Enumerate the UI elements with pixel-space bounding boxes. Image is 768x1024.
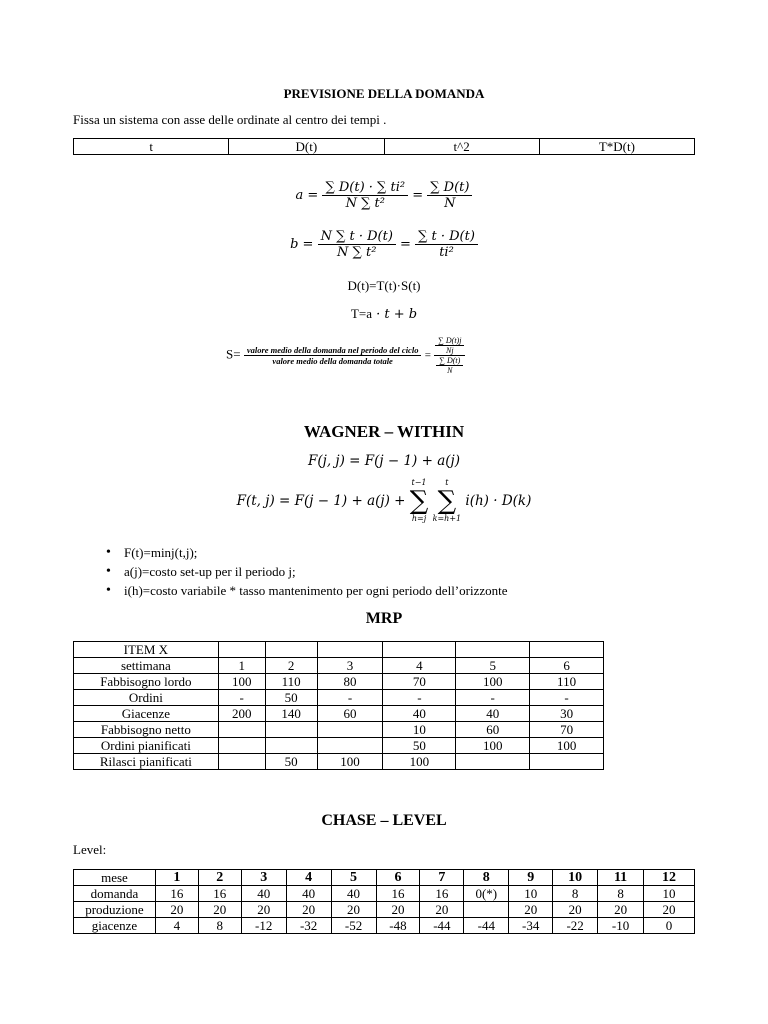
mrp-row-label: Fabbisogno netto — [74, 722, 219, 738]
chase-row-cell: 20 — [376, 902, 420, 918]
mrp-row-cell: - — [317, 690, 383, 706]
mrp-row-cell — [218, 722, 265, 738]
mrp-heading: MRP — [365, 610, 403, 627]
chase-row-cell: 10 — [509, 886, 553, 902]
chase-row-cell: 3 — [241, 870, 286, 886]
chase-row-cell: 20 — [553, 902, 598, 918]
chase-row-cell: 7 — [420, 870, 464, 886]
bullet-item: • F(t)=minj(t,j); — [104, 543, 508, 562]
chase-row-cell: 20 — [644, 902, 695, 918]
mrp-row-cell — [218, 642, 265, 658]
mrp-row — [74, 690, 604, 706]
mrp-row-cell: 60 — [317, 706, 383, 722]
wagner-formula-2 — [0, 478, 768, 524]
chase-row-cell: 20 — [286, 902, 331, 918]
chase-row-cell: -22 — [553, 918, 598, 934]
mrp-row-cell — [265, 722, 317, 738]
chase-row-cell: -32 — [286, 918, 331, 934]
chase-row-cell: 20 — [509, 902, 553, 918]
chase-row-cell: -52 — [331, 918, 376, 934]
mrp-row-cell: - — [218, 690, 265, 706]
chase-row — [74, 902, 695, 918]
mrp-row-cell: - — [530, 690, 604, 706]
mrp-row-cell — [317, 642, 383, 658]
sum1-bot: h=j — [411, 514, 427, 523]
sum2-bot: k=h+1 — [432, 514, 462, 523]
mrp-row-label: settimana — [74, 658, 219, 674]
mrp-row-cell: 110 — [265, 674, 317, 690]
formula-a-num: ∑ D(t) · ∑ ti² — [322, 180, 408, 196]
header-cell: t — [74, 139, 229, 155]
mrp-row — [74, 674, 604, 690]
mrp-row — [74, 642, 604, 658]
mrp-row-cell: 1 — [218, 658, 265, 674]
chase-row-cell: 20 — [198, 902, 241, 918]
mrp-row-label: Rilasci pianificati — [74, 754, 219, 770]
mrp-row-cell: 200 — [218, 706, 265, 722]
mrp-row-cell: - — [456, 690, 530, 706]
mrp-row-cell — [383, 642, 456, 658]
wagner-f2-rhs: i(h) · D(k) — [465, 493, 532, 509]
mrp-row-cell: 50 — [265, 690, 317, 706]
formula-s-d1: Nj — [446, 346, 454, 355]
mrp-row-label: Ordini pianificati — [74, 738, 219, 754]
formula-s-eq: = — [424, 349, 431, 362]
mrp-row-cell: 60 — [456, 722, 530, 738]
chase-row-cell: 20 — [420, 902, 464, 918]
chase-row-cell: 10 — [644, 886, 695, 902]
chase-row-cell: -44 — [420, 918, 464, 934]
mrp-row — [74, 658, 604, 674]
intro-text: Fissa un sistema con asse delle ordinate al centro dei tempi . — [73, 112, 387, 127]
chase-heading: CHASE – LEVEL — [321, 812, 447, 829]
chase-row-cell: -12 — [241, 918, 286, 934]
chase-row-label: giacenze — [74, 918, 156, 934]
formula-a-num2: ∑ D(t) — [427, 180, 472, 196]
sum2-top: t — [445, 478, 449, 487]
formula-a-den: N ∑ t² — [345, 196, 385, 211]
chase-row-cell: -48 — [376, 918, 420, 934]
chase-row-label: produzione — [74, 902, 156, 918]
chase-row-cell — [464, 902, 509, 918]
mrp-row-cell: 6 — [530, 658, 604, 674]
chase-row-cell: 2 — [198, 870, 241, 886]
chase-row-cell: 20 — [155, 902, 198, 918]
formula-s — [226, 336, 465, 375]
formula-s-lhs: S= — [226, 346, 241, 362]
page-title: PREVISIONE DELLA DOMANDA — [283, 86, 485, 101]
mrp-row-cell — [530, 754, 604, 770]
mrp-row-cell: 2 — [265, 658, 317, 674]
chase-row-cell: 8 — [198, 918, 241, 934]
chase-row-cell: 16 — [420, 886, 464, 902]
chase-row-label: mese — [74, 870, 156, 886]
formula-t — [0, 306, 768, 322]
chase-row-cell: 9 — [509, 870, 553, 886]
mrp-row-cell: 50 — [265, 754, 317, 770]
mrp-row-label: Giacenze — [74, 706, 219, 722]
header-cell: D(t) — [229, 139, 384, 155]
chase-row-cell: 0 — [644, 918, 695, 934]
mrp-row-cell: 4 — [383, 658, 456, 674]
formula-dt: D(t)=T(t)·S(t) — [347, 278, 421, 293]
mrp-row — [74, 754, 604, 770]
mrp-row-cell: 100 — [456, 674, 530, 690]
chase-row-cell: 40 — [331, 886, 376, 902]
formula-b-num2: ∑ t · D(t) — [415, 229, 478, 245]
bullet-item: • a(j)=costo set-up per il periodo j; — [104, 562, 508, 581]
mrp-row-cell — [456, 754, 530, 770]
mrp-row-label: ITEM X — [74, 642, 219, 658]
mrp-table — [73, 641, 604, 770]
chase-row-cell: 20 — [331, 902, 376, 918]
mrp-row-cell — [317, 738, 383, 754]
formula-b-num: N ∑ t · D(t) — [318, 229, 396, 245]
formula-b-den2: ti² — [439, 245, 454, 260]
chase-row-cell: 0(*) — [464, 886, 509, 902]
mrp-row-label: Fabbisogno lordo — [74, 674, 219, 690]
chase-row-cell: 4 — [286, 870, 331, 886]
sum1-sigma: ∑ — [409, 486, 429, 516]
mrp-row-cell: 30 — [530, 706, 604, 722]
mrp-row-cell: 110 — [530, 674, 604, 690]
formula-s-d2: N — [447, 366, 453, 375]
chase-row-cell: 8 — [598, 886, 644, 902]
mrp-row-cell — [317, 722, 383, 738]
mrp-row-cell: 100 — [456, 738, 530, 754]
mrp-row-cell: 100 — [218, 674, 265, 690]
chase-row-label: domanda — [74, 886, 156, 902]
formula-b-den: N ∑ t² — [337, 245, 377, 260]
chase-row-cell: 1 — [155, 870, 198, 886]
formula-b — [0, 229, 768, 260]
wagner-formula-1: F(j, j) = F(j − 1) + a(j) — [308, 453, 460, 469]
wagner-heading: WAGNER – WITHIN — [303, 422, 465, 441]
mrp-row-cell — [265, 642, 317, 658]
chase-row-cell: 8 — [464, 870, 509, 886]
mrp-row-cell: 40 — [383, 706, 456, 722]
formula-a-eq: = — [412, 188, 424, 203]
formula-s-num: valore medio della domanda nel periodo del ciclo — [244, 345, 422, 356]
mrp-row-cell: 70 — [530, 722, 604, 738]
chase-row-cell: 16 — [155, 886, 198, 902]
formula-a — [0, 180, 768, 211]
formula-t-rhs: · t + b — [371, 307, 418, 322]
mrp-row-cell: 5 — [456, 658, 530, 674]
chase-row — [74, 886, 695, 902]
chase-row-cell: 10 — [553, 870, 598, 886]
chase-row-cell: -10 — [598, 918, 644, 934]
mrp-row-cell: 100 — [317, 754, 383, 770]
formula-a-den2: N — [444, 196, 456, 211]
chase-row-cell: 11 — [598, 870, 644, 886]
mrp-row-cell: 10 — [383, 722, 456, 738]
chase-row-cell: 5 — [331, 870, 376, 886]
chase-row-cell: -44 — [464, 918, 509, 934]
formula-s-n1: ∑ D(t)j — [435, 336, 464, 346]
formula-s-n2: ∑ D(t) — [436, 356, 463, 366]
chase-row-cell: 6 — [376, 870, 420, 886]
header-cell: T*D(t) — [539, 139, 694, 155]
bullet-item: • i(h)=costo variabile * tasso mantenimento per ogni periodo dell’orizzonte — [104, 581, 508, 600]
mrp-row-cell: 100 — [530, 738, 604, 754]
chase-row-cell: 16 — [376, 886, 420, 902]
header-cell: t^2 — [384, 139, 539, 155]
mrp-row-cell — [218, 738, 265, 754]
mrp-row-cell — [265, 738, 317, 754]
chase-row-cell: 16 — [198, 886, 241, 902]
mrp-row-cell: 50 — [383, 738, 456, 754]
mrp-row — [74, 738, 604, 754]
sum1-top: t−1 — [411, 478, 427, 487]
chase-row-cell: 12 — [644, 870, 695, 886]
mrp-row — [74, 706, 604, 722]
chase-row-cell: 4 — [155, 918, 198, 934]
mrp-row-cell — [530, 642, 604, 658]
chase-row-cell: -34 — [509, 918, 553, 934]
formula-b-lhs: b = — [290, 237, 314, 252]
mrp-row-cell: 70 — [383, 674, 456, 690]
formula-t-lhs: T=a — [350, 306, 372, 321]
formula-s-den: valore medio della domanda totale — [272, 356, 393, 366]
chase-row-cell: 40 — [241, 886, 286, 902]
sum2-sigma: ∑ — [437, 486, 457, 516]
chase-row-cell: 40 — [286, 886, 331, 902]
mrp-row-cell: 100 — [383, 754, 456, 770]
chase-table — [73, 869, 695, 934]
mrp-row-label: Ordini — [74, 690, 219, 706]
chase-row-cell: 20 — [598, 902, 644, 918]
wagner-f2-lhs: F(t, j) = F(j − 1) + a(j) + — [236, 493, 406, 509]
chase-row — [74, 918, 695, 934]
formula-a-lhs: a = — [295, 188, 319, 203]
chase-sublabel: Level: — [73, 842, 107, 857]
chase-row-cell: 8 — [553, 886, 598, 902]
mrp-row-cell: 40 — [456, 706, 530, 722]
mrp-row-cell: - — [383, 690, 456, 706]
mrp-row-cell — [218, 754, 265, 770]
mrp-row-cell — [456, 642, 530, 658]
mrp-row-cell: 80 — [317, 674, 383, 690]
chase-row-cell: 20 — [241, 902, 286, 918]
formula-b-eq: = — [400, 237, 411, 252]
chase-row — [74, 870, 695, 886]
wagner-bullets — [104, 543, 508, 600]
mrp-row — [74, 722, 604, 738]
mrp-row-cell: 140 — [265, 706, 317, 722]
header-table — [73, 138, 695, 155]
mrp-row-cell: 3 — [317, 658, 383, 674]
